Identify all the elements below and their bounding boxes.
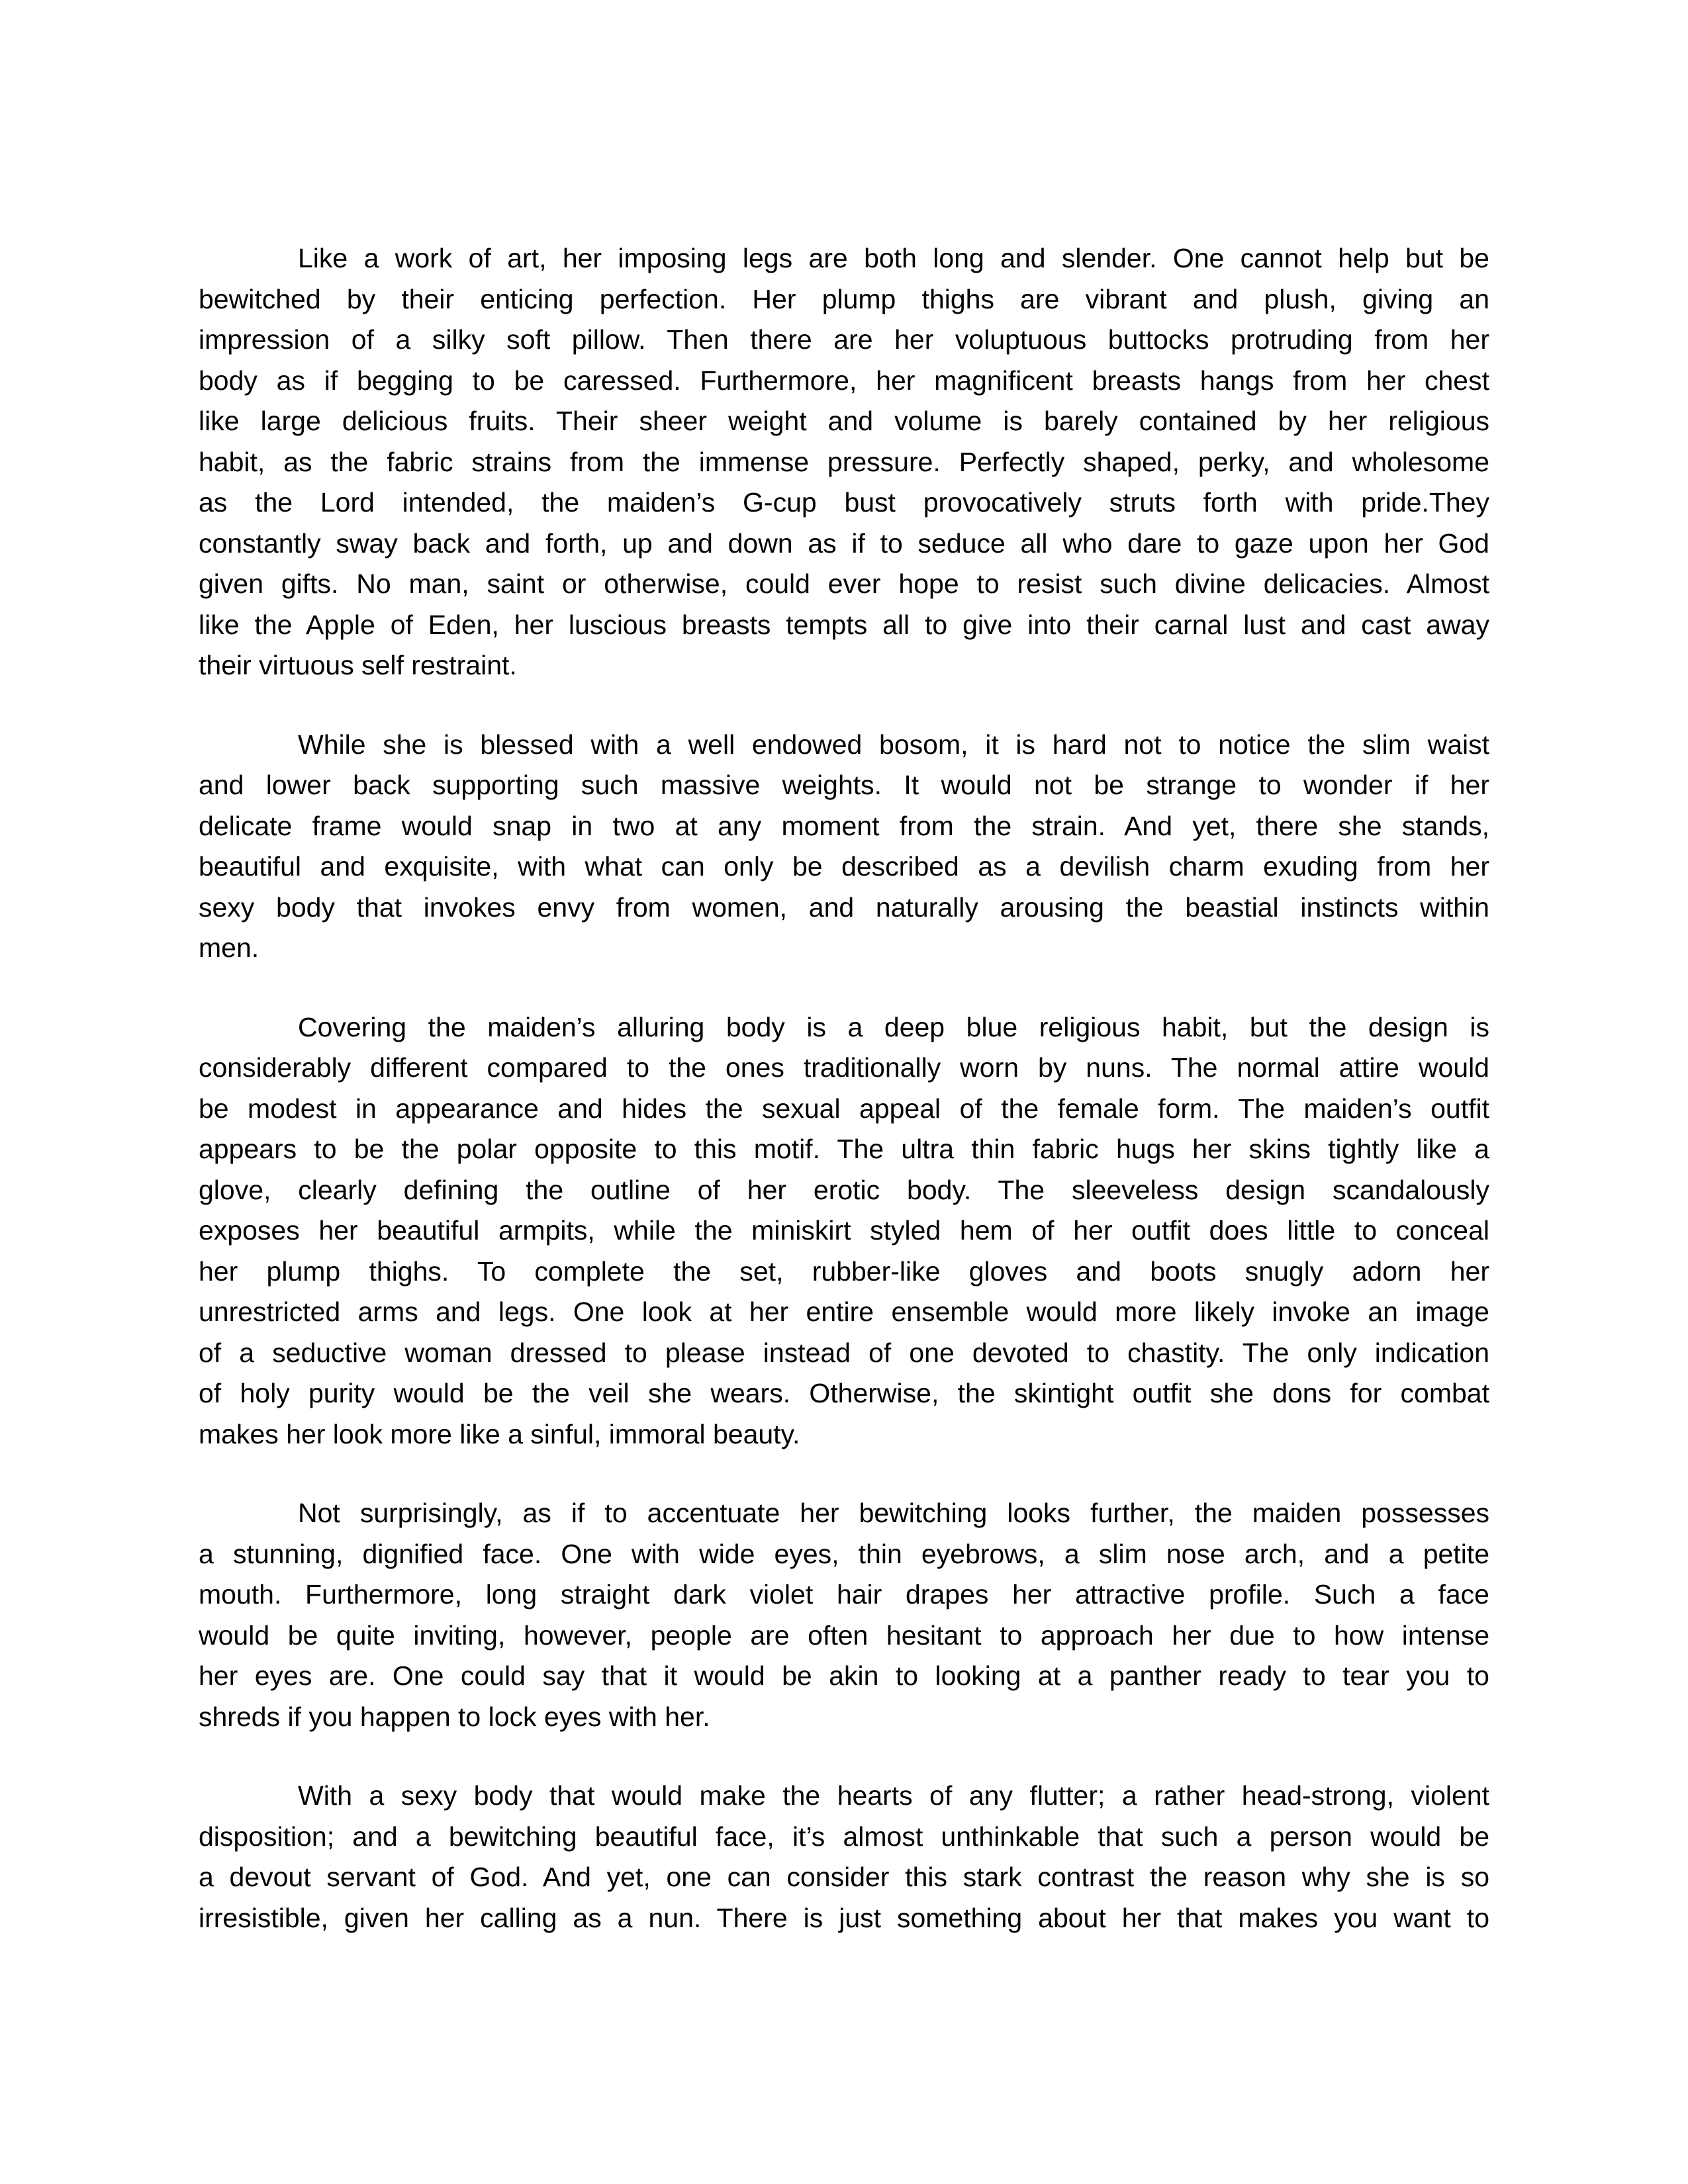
text-line: men. xyxy=(199,933,259,963)
text-line: a stunning, dignified face. One with wide eyes, thin eyebrows, a slim nose arch, and a petite xyxy=(199,1538,1489,1569)
text-line: as the Lord intended, the maiden’s G-cup bust provocatively struts forth with pride.They xyxy=(199,487,1489,518)
text-line: habit, as the fabric strains from the immense pressure. Perfectly shaped, perky, and wholesome xyxy=(199,446,1489,477)
paragraph-4 xyxy=(199,1493,1489,1737)
text-line: exposes her beautiful armpits, while the miniskirt styled hem of her outfit does little to conceal xyxy=(199,1215,1489,1246)
text-line: mouth. Furthermore, long straight dark violet hair drapes her attractive profile. Such a face xyxy=(199,1579,1489,1610)
text-line: Covering the maiden’s alluring body is a deep blue religious habit, but the design is xyxy=(298,1011,1489,1042)
text-line: delicate frame would snap in two at any moment from the strain. And yet, there she stands, xyxy=(199,810,1489,841)
text-line: given gifts. No man, saint or otherwise, could ever hope to resist such divine delicacies. Almost xyxy=(199,569,1489,599)
text-line: and lower back supporting such massive weights. It would not be strange to wonder if her xyxy=(199,770,1489,800)
text-line: of a seductive woman dressed to please instead of one devoted to chastity. The only indication xyxy=(199,1337,1489,1368)
text-line: would be quite inviting, however, people are often hesitant to approach her due to how intense xyxy=(199,1619,1489,1651)
text-line: shreds if you happen to lock eyes with her. xyxy=(199,1701,710,1732)
text-line: While she is blessed with a well endowed bosom, it is hard not to notice the slim waist xyxy=(298,729,1489,760)
text-line: sexy body that invokes envy from women, and naturally arousing the beastial instincts within xyxy=(199,891,1489,923)
text-line: a devout servant of God. And yet, one can consider this stark contrast the reason why she is so xyxy=(199,1862,1489,1892)
text-line: impression of a silky soft pillow. Then there are her voluptuous buttocks protruding from her xyxy=(199,324,1489,355)
text-line: irresistible, given her calling as a nun. There is just something about her that makes you want to xyxy=(199,1902,1489,1933)
text-line: Like a work of art, her imposing legs are both long and slender. One cannot help but be xyxy=(298,243,1489,273)
paragraph-2 xyxy=(199,725,1489,969)
text-line: constantly sway back and forth, up and down as if to seduce all who dare to gaze upon her God xyxy=(199,527,1489,559)
paragraph-3 xyxy=(199,1007,1489,1455)
text-line: like the Apple of Eden, her luscious breasts tempts all to give into their carnal lust and cast away xyxy=(199,609,1489,640)
text-line: Not surprisingly, as if to accentuate her bewitching looks further, the maiden possesses xyxy=(298,1498,1489,1528)
paragraph-5 xyxy=(199,1776,1489,1938)
text-line: glove, clearly defining the outline of her erotic body. The sleeveless design scandalously xyxy=(199,1174,1489,1205)
text-line: appears to be the polar opposite to this motif. The ultra thin fabric hugs her skins tightly like a xyxy=(199,1134,1489,1164)
document-body xyxy=(199,238,1489,1977)
text-line: unrestricted arms and legs. One look at her entire ensemble would more likely invoke an image xyxy=(199,1297,1489,1327)
text-line: disposition; and a bewitching beautiful face, it’s almost unthinkable that such a person would be xyxy=(199,1821,1489,1852)
text-line: With a sexy body that would make the hearts of any flutter; a rather head-strong, violent xyxy=(298,1780,1489,1811)
text-line: her eyes are. One could say that it would be akin to looking at a panther ready to tear you to xyxy=(199,1661,1489,1691)
text-line: of holy purity would be the veil she wears. Otherwise, the skintight outfit she dons for combat xyxy=(199,1378,1489,1408)
paragraph-1 xyxy=(199,238,1489,686)
text-line: bewitched by their enticing perfection. Her plump thighs are vibrant and plush, giving an xyxy=(199,283,1489,314)
text-line: be modest in appearance and hides the sexual appeal of the female form. The maiden’s outfit xyxy=(199,1093,1489,1124)
text-line: like large delicious fruits. Their sheer weight and volume is barely contained by her religious xyxy=(199,406,1489,436)
text-line: her plump thighs. To complete the set, rubber-like gloves and boots snugly adorn her xyxy=(199,1255,1489,1287)
text-line: makes her look more like a sinful, immoral beauty. xyxy=(199,1418,800,1449)
text-line: body as if begging to be caressed. Furthermore, her magnificent breasts hangs from her chest xyxy=(199,365,1489,396)
text-line: considerably different compared to the ones traditionally worn by nuns. The normal attire would xyxy=(199,1052,1489,1083)
text-line: their virtuous self restraint. xyxy=(199,650,517,680)
text-line: beautiful and exquisite, with what can only be described as a devilish charm exuding from her xyxy=(199,851,1489,882)
